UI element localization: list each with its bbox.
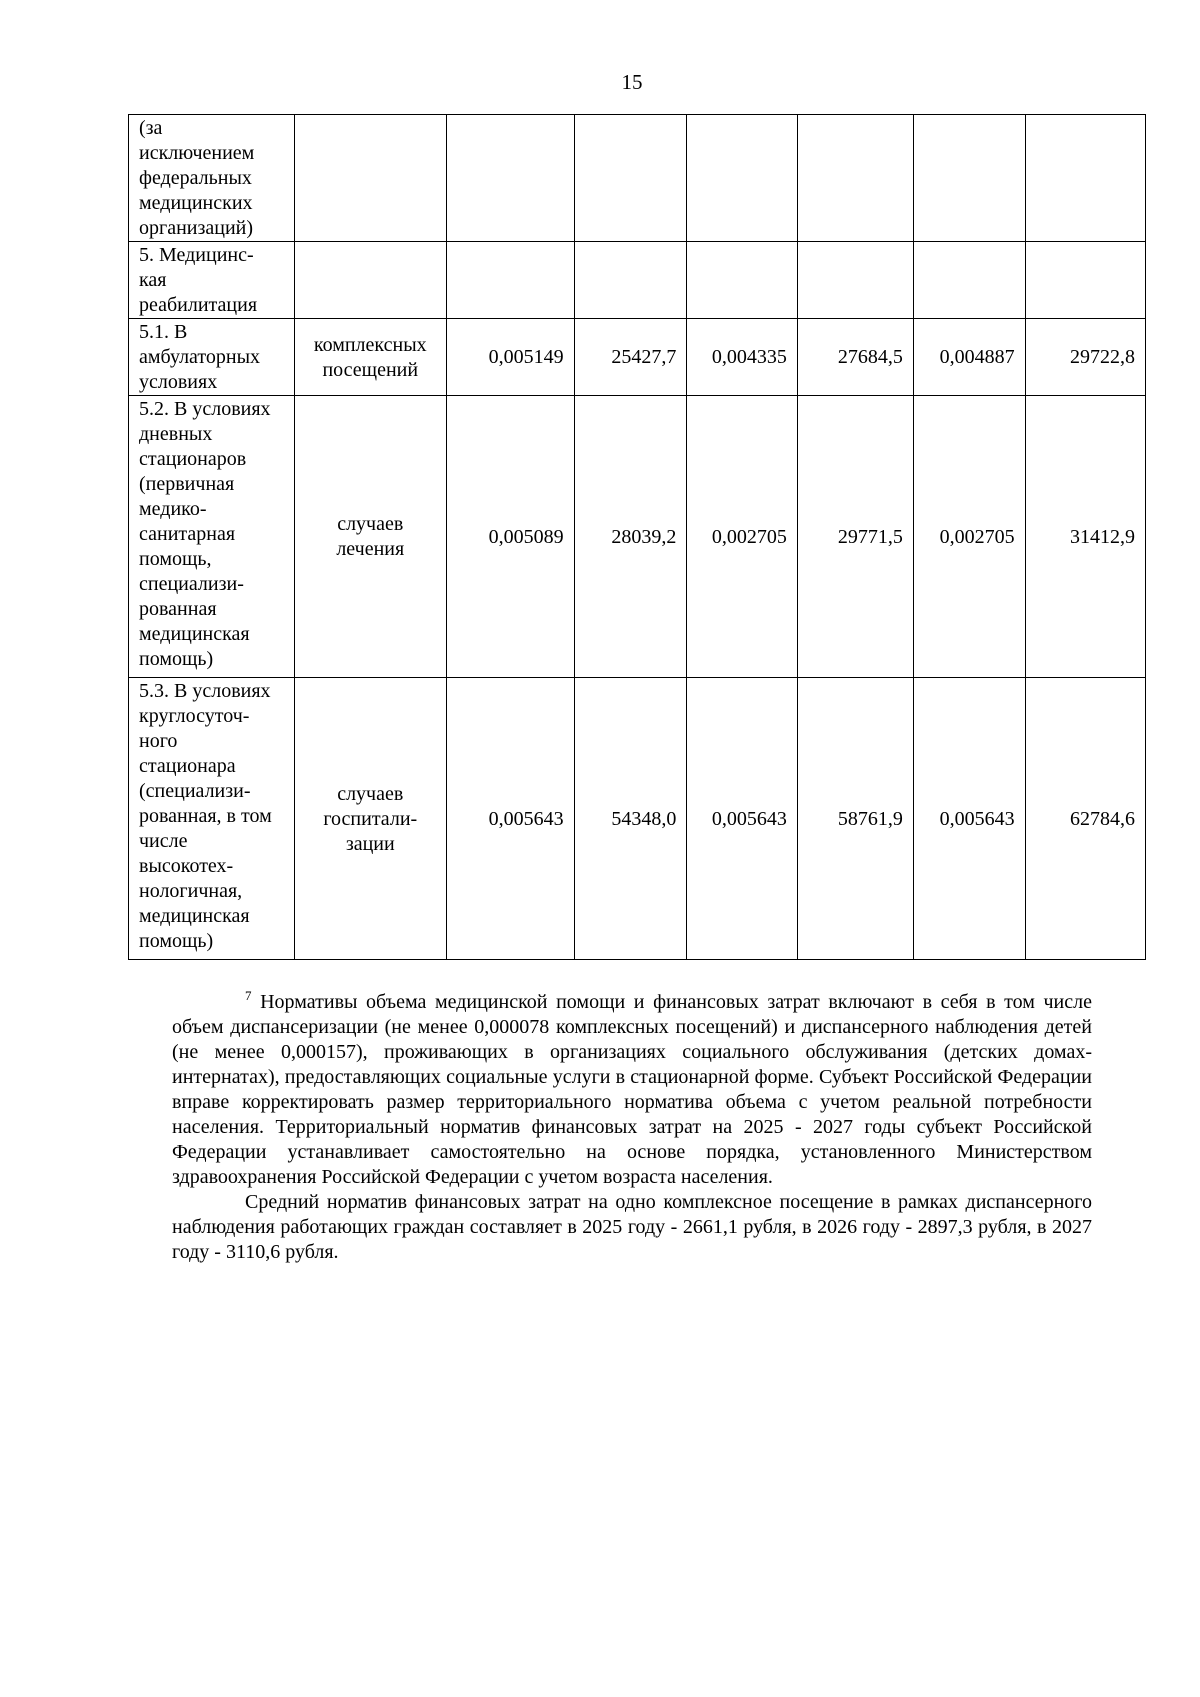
value-cell [1025,115,1145,242]
value-cell: 0,005643 [913,678,1025,960]
value-cell: 0,002705 [687,396,798,678]
value-cell: 27684,5 [797,319,913,396]
footnote-paragraph [172,990,1092,1190]
value-cell [687,242,798,319]
value-cell: 0,004335 [687,319,798,396]
table-row [129,115,1146,242]
unit-cell [294,115,446,242]
unit-cell [294,242,446,319]
value-cell [687,115,798,242]
unit-cell: случаев лечения [294,396,446,678]
unit-cell: комплексных посещений [294,319,446,396]
value-cell [797,242,913,319]
footnote-text: Нормативы объема медицинской помощи и финансовых затрат включают в себя в том числе объем диспансеризации (не менее 0,000078 комплексных посещений) и диспансерного наблюдения детей (не менее 0,000157), проживающих в организациях социального обслуживания (детских домах-интернатах), предоставляющих социальные услуги в стационарной форме. Субъект Российской Федерации вправе корректировать размер территориального норматива объема с учетом реальной потребности населения. Территориальный норматив финансовых затрат на 2025 - 2027 годы субъект Российской Федерации устанавливает самостоятельно на основе порядка, установленного Министерством здравоохранения Российской Федерации с учетом возраста населения. [172,991,1092,1188]
value-cell: 54348,0 [574,678,687,960]
row-name-cell: 5.1. В амбулаторных условиях [129,319,295,396]
value-cell [913,242,1025,319]
norms-table [128,114,1146,960]
page-number: 15 [621,70,643,94]
value-cell [1025,242,1145,319]
value-cell: 31412,9 [1025,396,1145,678]
value-cell: 0,005643 [687,678,798,960]
table-row [129,678,1146,960]
footnote [172,990,1092,1265]
value-cell [446,115,574,242]
table-row [129,396,1146,678]
value-cell: 29722,8 [1025,319,1145,396]
value-cell [446,242,574,319]
value-cell: 25427,7 [574,319,687,396]
value-cell [913,115,1025,242]
value-cell: 0,005643 [446,678,574,960]
table-row [129,242,1146,319]
footnote-marker: 7 [245,988,252,1003]
value-cell: 0,005089 [446,396,574,678]
value-cell: 0,004887 [913,319,1025,396]
value-cell: 58761,9 [797,678,913,960]
footnote-paragraph: Средний норматив финансовых затрат на одно комплексное посещение в рамках диспансерного наблюдения работающих граждан составляет в 2025 году - 2661,1 рубля, в 2026 году - 2897,3 рубля, в 2027 году - 3110,6 рубля. [172,1191,1092,1263]
row-name-cell: 5.2. В условиях дневных стационаров (первичная медико- санитарная помощь, специализи- рованная медицинская помощь) [129,396,295,678]
value-cell: 0,002705 [913,396,1025,678]
value-cell [797,115,913,242]
unit-cell: случаев госпитали- зации [294,678,446,960]
row-name-cell: 5.3. В условиях круглосуточ- ного стационара (специализи- рованная, в том числе высокотех- нологичная, медицинская помощь) [129,678,295,960]
value-cell: 28039,2 [574,396,687,678]
value-cell: 62784,6 [1025,678,1145,960]
row-name-cell: (за исключением федеральных медицинских организаций) [129,115,295,242]
value-cell: 29771,5 [797,396,913,678]
value-cell [574,242,687,319]
table-row [129,319,1146,396]
value-cell [574,115,687,242]
row-name-cell: 5. Медицинс- кая реабилитация [129,242,295,319]
value-cell: 0,005149 [446,319,574,396]
